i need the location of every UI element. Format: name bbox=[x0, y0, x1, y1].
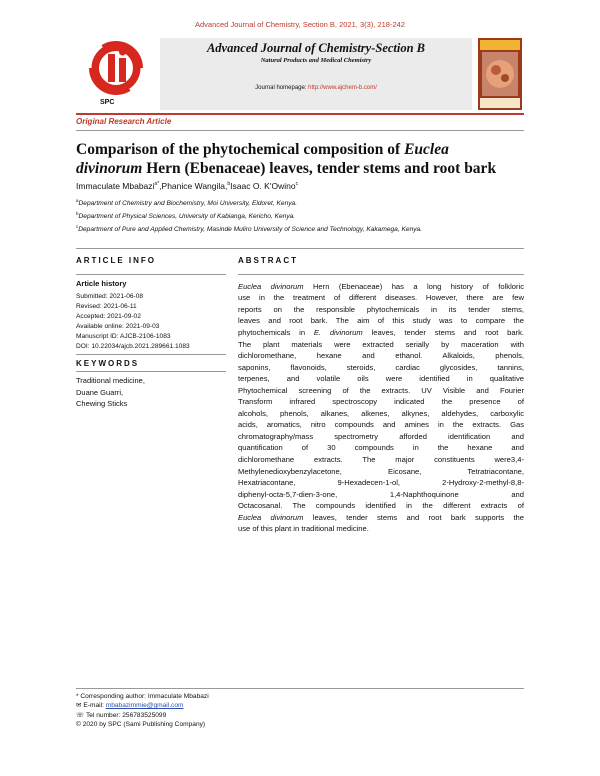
email-line: ✉ E-mail: mbabazimmie@gmail.com bbox=[76, 702, 184, 710]
phone-icon: ☏ bbox=[76, 711, 86, 719]
copyright: © 2020 by SPC (Sami Publishing Company) bbox=[76, 721, 206, 729]
email-link[interactable]: mbabazimmie@gmail.com bbox=[105, 702, 184, 710]
article-info bbox=[76, 256, 226, 410]
abstract-line: Octacosanal. The compounds identified in the different extracts of bbox=[238, 501, 524, 511]
abstract-line: acids, aromatics, nitro compounds and amines in the extracts. Gas bbox=[238, 420, 524, 430]
abstract-line: Transform infrared spectroscopy indicated the presence of bbox=[238, 397, 524, 407]
author-list: Immaculate Mbabazi$^{a*}$,Phanice Wangila,$^b$Isaac O. K'Owino$^c$ bbox=[76, 181, 299, 191]
history-entry: Manuscript ID: AJCB-2106-1083 bbox=[76, 332, 171, 340]
abstract-line: Methylenedioxybenzylacetone, Eicosane, Tetratriacontane, bbox=[238, 466, 524, 476]
abstract-line: Euclea divinorum leaves, tender stems and root bark supports the bbox=[238, 512, 524, 522]
abstract-body bbox=[238, 281, 524, 535]
abstract-line: reports on the responsible phytochemicals in its tender stems, bbox=[238, 304, 524, 314]
spc-logo bbox=[78, 38, 154, 110]
history-entry: Accepted: 2021-09-02 bbox=[76, 312, 141, 320]
abstract-line: Hexatriacontane, 9-Hexadecen-1-ol, 2-Hydroxy-2-methyl-8,8- bbox=[238, 478, 524, 488]
history-list bbox=[76, 292, 226, 352]
homepage-label: Journal homepage: bbox=[255, 85, 309, 91]
journal-title: Advanced Journal of Chemistry-Section B bbox=[206, 41, 426, 55]
author-name: Immaculate Mbabazi bbox=[76, 181, 155, 191]
abstract-line: Phytochemical screening of the extracts. UV Visible and Fourier bbox=[238, 385, 524, 395]
article-type: Original Research Article bbox=[76, 117, 172, 126]
abstract-line: terpenes, and volatile oils were identified in qualitative bbox=[238, 374, 524, 384]
header-rule bbox=[76, 113, 524, 115]
author-name: Isaac O. K'Owino bbox=[230, 181, 296, 191]
divider bbox=[76, 371, 226, 372]
keyword: Chewing Sticks bbox=[76, 399, 128, 409]
running-head: Advanced Journal of Chemistry, Section B, 2021, 3(3), 218-242 bbox=[195, 20, 405, 29]
abstract-section bbox=[238, 256, 524, 535]
divider bbox=[76, 354, 226, 355]
history-entry: Revised: 2021-06-11 bbox=[76, 302, 137, 310]
divider bbox=[76, 248, 524, 249]
abstract-line: quantification of 30 compounds in the hexane and bbox=[238, 443, 524, 453]
keyword: Traditional medicine, bbox=[76, 376, 145, 386]
keywords-heading: KEYWORDS bbox=[76, 358, 140, 368]
affiliation: $^a$Department of Chemistry and Biochemistry, Moi University, Eldoret, Kenya. bbox=[76, 198, 298, 208]
abstract-line: leaves and root bark. The aim of this study was to compare the bbox=[238, 316, 524, 326]
article-title: Comparison of the phytochemical composition of Euclea divinorum Hern (Ebenaceae) leaves, tender stems and root bark bbox=[76, 141, 497, 177]
abstract-heading: ABSTRACT bbox=[238, 256, 298, 265]
abstract-line: phytochemicals in E. divinorum leaves, tender stems and root bark. bbox=[238, 327, 524, 337]
keyword: Duane Guarri, bbox=[76, 387, 124, 397]
corresponding-author: * Corresponding author: Immaculate Mbabazi bbox=[76, 693, 209, 700]
abstract-line: The plant materials were extracted serially by maceration with bbox=[238, 339, 524, 349]
abstract-line: dichloromethane, hexane and ethanol. Alkaloids, phenols, bbox=[238, 351, 524, 361]
abstract-line: saponins, flavonoids, steroids, cardiac glycosides, tannins, bbox=[238, 362, 524, 372]
affiliation: $^c$Department of Pure and Applied Chemistry, Masinde Muliro University of Science and Technology, Kakamega, Kenya. bbox=[76, 223, 423, 233]
journal-homepage bbox=[160, 85, 472, 91]
divider bbox=[76, 688, 524, 689]
abstract-line: Euclea divinorum Hern (Ebenaceae) has a long history of folkloric bbox=[238, 281, 524, 291]
history-entry: Submitted: 2021-06-08 bbox=[76, 292, 144, 300]
divider bbox=[76, 130, 524, 131]
abstract-line: alcohols, phenols, alkanes, alkenes, alkynes, aldehydes, carboxylic bbox=[238, 408, 524, 418]
homepage-link[interactable]: http://www.ajchem-b.com/ bbox=[308, 85, 377, 91]
abstract-line: chromatography/mass spectrometry afforded identification and bbox=[238, 431, 524, 441]
divider bbox=[238, 274, 524, 275]
logo-caption: SPC bbox=[100, 99, 115, 106]
history-heading: Article history bbox=[76, 278, 127, 288]
journal-cover-image bbox=[478, 38, 522, 110]
abstract-line: use of this plant in traditional medicine. bbox=[238, 524, 369, 534]
abstract-line: diphenyl-octa-5,7-dien-3-one, 1,4-Naphthoquinone and bbox=[238, 489, 524, 499]
history-entry: DOI: 10.22034/ajcb.2021.289661.1083 bbox=[76, 342, 190, 350]
abstract-line: use in the treatment of different diseases. However, there are few bbox=[238, 293, 524, 303]
divider bbox=[76, 274, 226, 275]
history-entry: Available online: 2021-09-03 bbox=[76, 322, 160, 330]
affiliations bbox=[76, 196, 524, 234]
article-info-heading: ARTICLE INFO bbox=[76, 256, 156, 265]
tel-line: ☏ Tel number: 256783525099 bbox=[76, 711, 167, 719]
footer bbox=[76, 692, 209, 730]
journal-subtitle: Natural Products and Medical Chemistry bbox=[260, 57, 372, 64]
abstract-line: dichloromethane extracts. The major constituents were3,4- bbox=[238, 455, 524, 464]
affiliation: $^b$Department of Physical Sciences, University of Kabianga, Kericho, Kenya. bbox=[76, 210, 296, 220]
email-icon: ✉ bbox=[76, 702, 84, 710]
author-name: Phanice Wangila bbox=[161, 181, 226, 191]
keyword-list bbox=[76, 375, 226, 410]
